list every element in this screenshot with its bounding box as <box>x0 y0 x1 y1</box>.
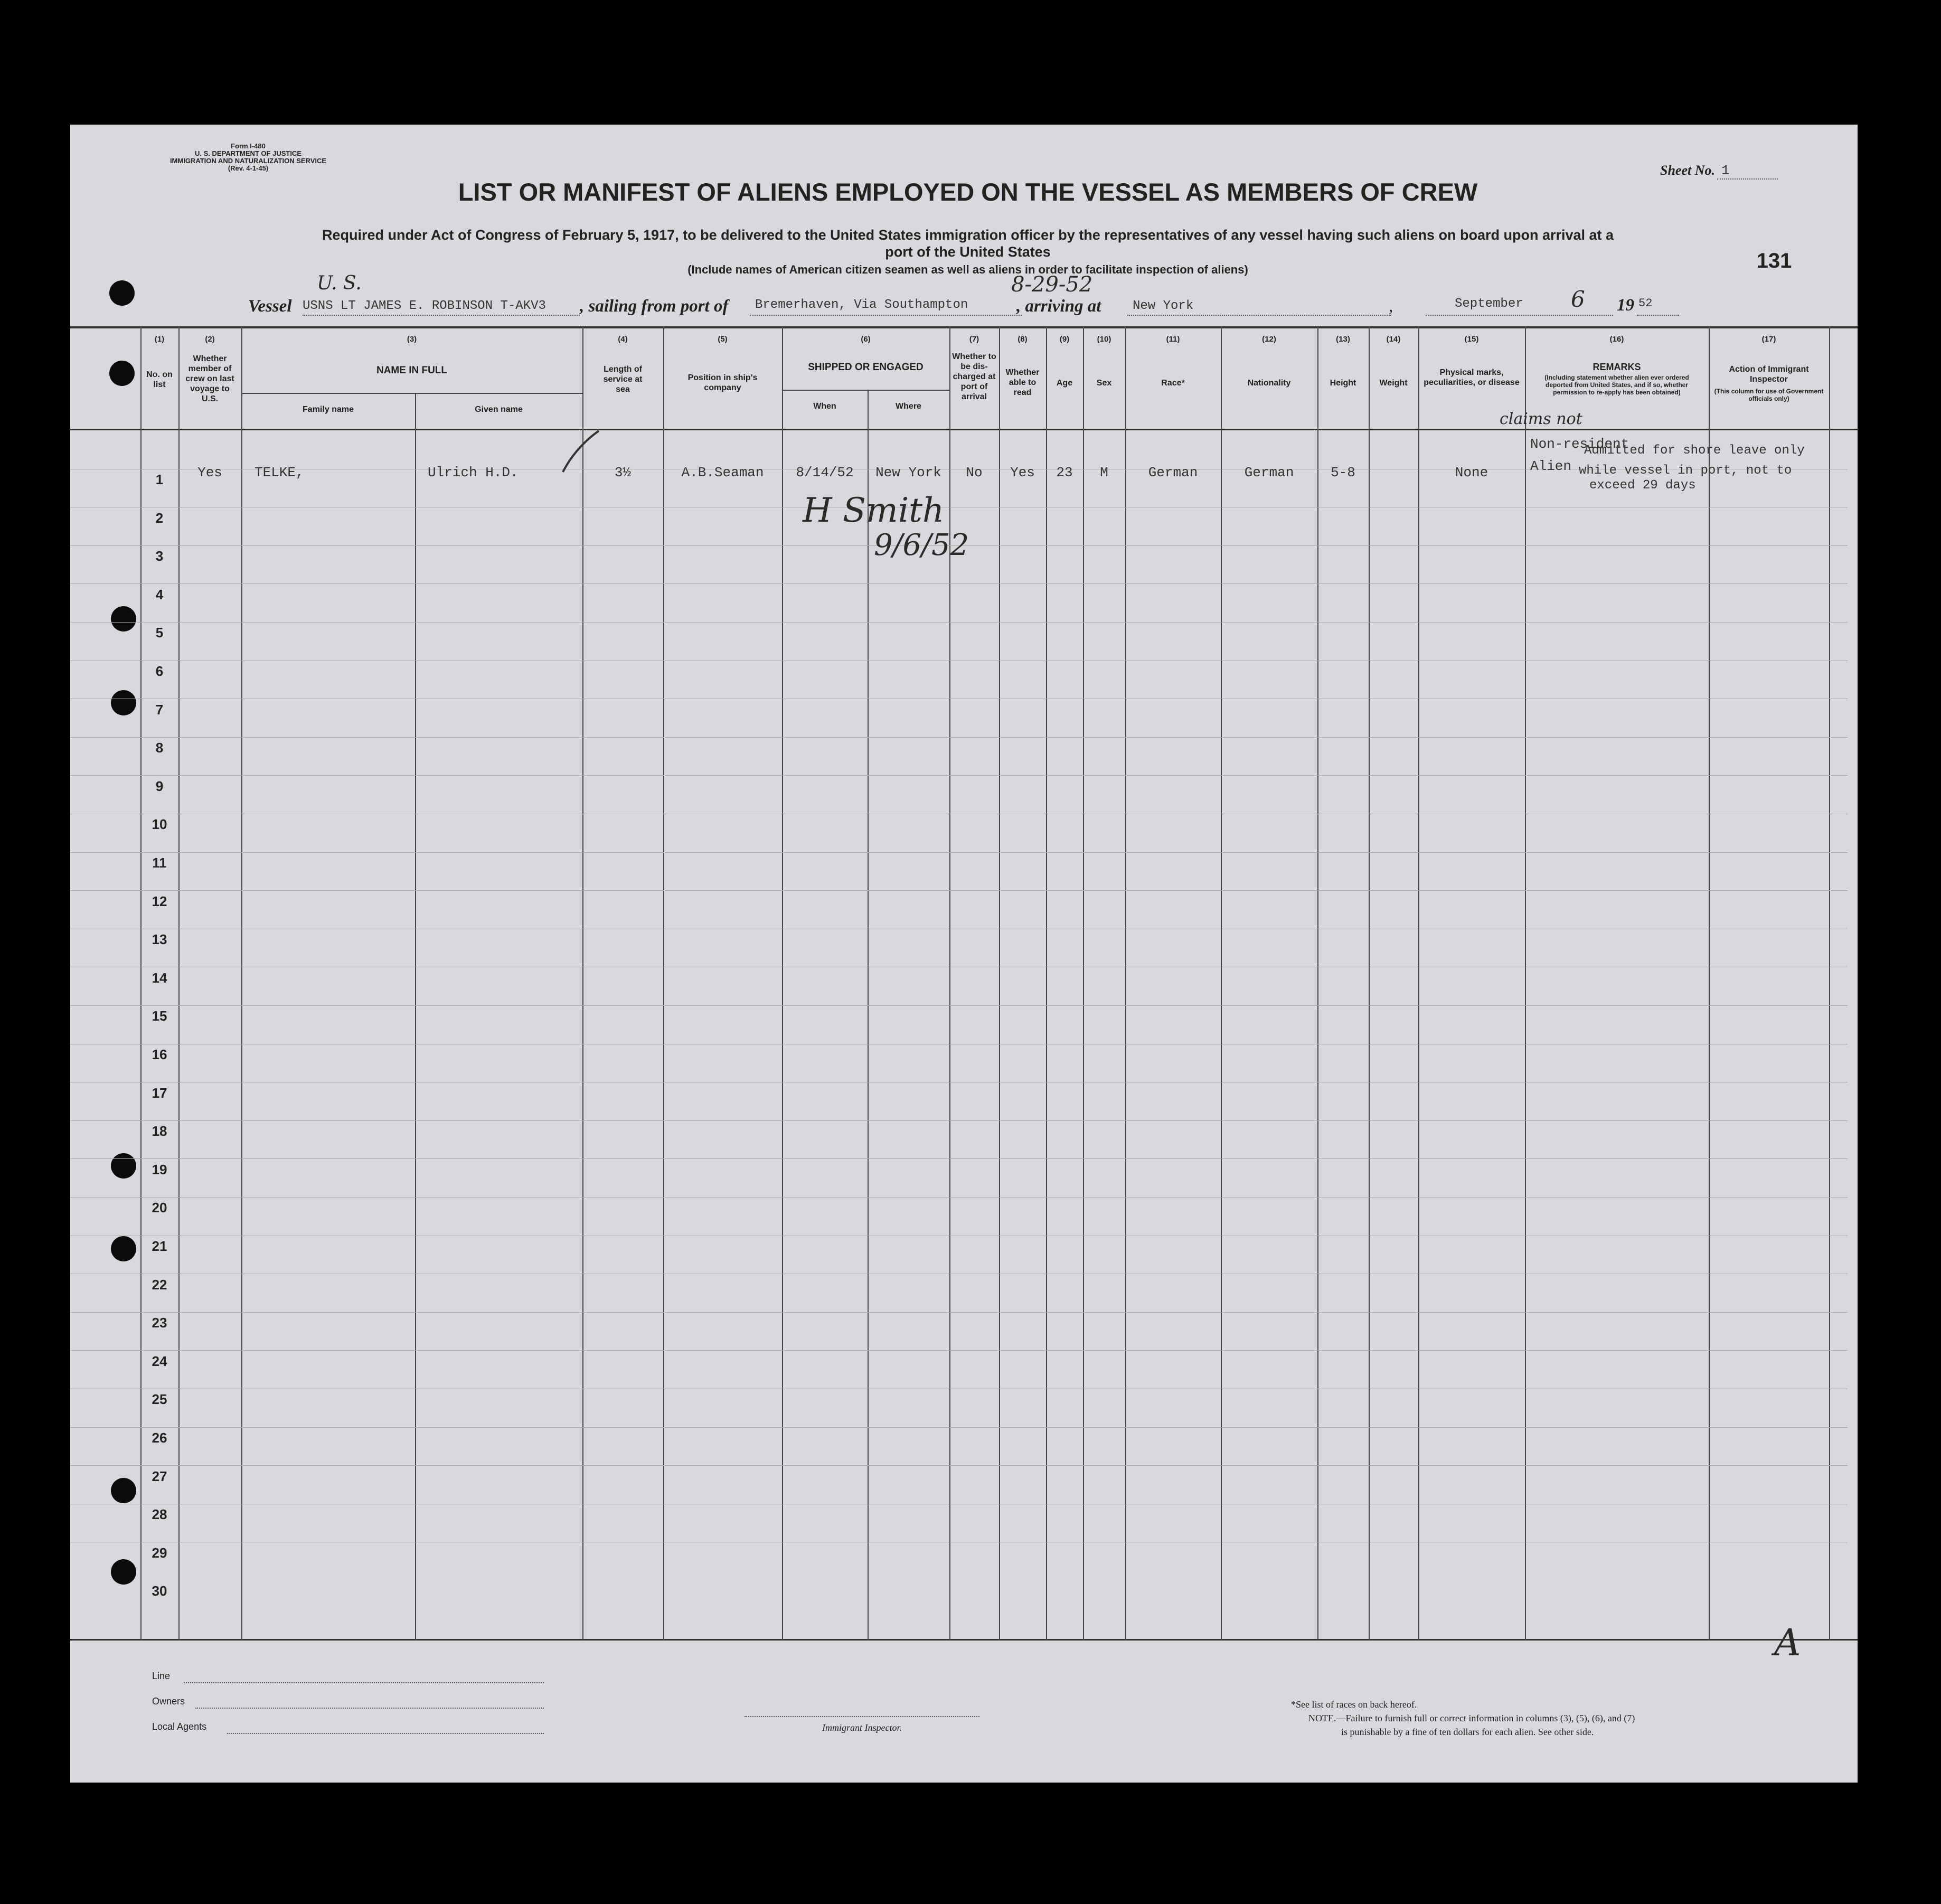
footer-line-field <box>184 1682 544 1683</box>
col-divider <box>1525 326 1526 1640</box>
action-line-1: Admitted for shore leave only <box>1584 444 1805 458</box>
row-number: 18 <box>152 1123 167 1139</box>
row-number: 25 <box>152 1391 167 1407</box>
form-number: Form I-480 <box>231 142 266 150</box>
port-from-line <box>750 315 1022 316</box>
header-action-sub: (This column for use of Government officials only) <box>1714 388 1824 402</box>
col-divider <box>782 326 783 1640</box>
header-last-voyage: Whether member of crew on last voyage to U.S. <box>185 354 234 403</box>
col-number-8: (8) <box>1017 335 1028 344</box>
header-nationality: Nationality <box>1247 379 1291 388</box>
header-race: Race* <box>1161 379 1185 388</box>
col-number-3: (3) <box>407 335 417 344</box>
footer-agents-field <box>227 1733 544 1734</box>
vessel-hand-note: U. S. <box>317 272 362 294</box>
header-action-inspector: Action of Immigrant Inspector <box>1729 365 1809 384</box>
row-number: 11 <box>152 855 167 871</box>
subtitle-port: port of the United States <box>885 244 1051 260</box>
col-number-15: (15) <box>1464 335 1479 344</box>
header-no-on-list: No. on list <box>146 370 173 389</box>
row-number: 16 <box>152 1047 167 1062</box>
entry-able-to-read: Yes <box>1010 465 1035 480</box>
sailing-date-hand: 8-29-52 <box>1011 272 1093 297</box>
col-divider <box>1709 326 1710 1640</box>
entry-race: German <box>1148 465 1198 480</box>
vessel-name: USNS LT JAMES E. ROBINSON T-AKV3 <box>303 299 546 313</box>
sheet-number-label: Sheet No. <box>1660 163 1715 178</box>
entry-when: 8/14/52 <box>796 465 854 480</box>
header-remarks: REMARKS <box>1593 362 1641 372</box>
row-rule <box>70 1350 1848 1351</box>
punch-hole <box>109 280 135 306</box>
page-title: LIST OR MANIFEST OF ALIENS EMPLOYED ON THE VESSEL AS MEMBERS OF CREW <box>458 178 1478 206</box>
footer-line-label: Line <box>152 1671 171 1681</box>
revision: (Rev. 4-1-45) <box>228 164 269 172</box>
col-divider <box>1369 326 1370 1640</box>
row-rule <box>70 775 1848 776</box>
row-number: 21 <box>152 1238 167 1254</box>
corner-initial: A <box>1774 1621 1801 1664</box>
row-rule <box>70 1465 1848 1466</box>
action-line-3: exceed 29 days <box>1589 478 1696 493</box>
year-prefix: 19 <box>1617 296 1634 315</box>
header-remarks-sub: (Including statement whether alien ever ordered deported from United States, and if so, whether permission to re-apply has been obtained) <box>1544 374 1689 396</box>
col-number-12: (12) <box>1262 335 1276 344</box>
inspector-signature: H Smith <box>803 491 945 530</box>
row-number: 7 <box>155 702 164 718</box>
row-rule <box>70 1427 1848 1428</box>
row-rule <box>70 1312 1848 1313</box>
arrival-day: 6 <box>1571 286 1585 312</box>
form-id-block <box>158 143 338 172</box>
col-number-6: (6) <box>861 335 871 344</box>
col-number-16: (16) <box>1609 335 1624 344</box>
row-rule <box>70 1005 1848 1006</box>
name-subheader-line <box>241 393 582 394</box>
entry-marks: None <box>1455 465 1488 480</box>
row-number: 26 <box>152 1430 167 1446</box>
row-number: 5 <box>155 625 164 640</box>
action-line-2: while vessel in port, not to <box>1579 464 1792 478</box>
punch-hole <box>111 690 136 715</box>
footer-races-note: *See list of races on back hereof. <box>1291 1699 1417 1710</box>
footer-agents-label: Local Agents <box>152 1721 207 1732</box>
service-name: IMMIGRATION AND NATURALIZATION SERVICE <box>169 157 327 165</box>
col-number-11: (11) <box>1166 335 1180 344</box>
arrival-month: September <box>1455 297 1523 311</box>
col-divider <box>868 390 869 1640</box>
row-rule <box>70 1197 1848 1198</box>
row-number: 23 <box>152 1315 167 1331</box>
row-number: 29 <box>152 1545 167 1561</box>
col-number-4: (4) <box>618 335 628 344</box>
footer-inspector-label: Immigrant Inspector. <box>822 1722 902 1733</box>
row-rule <box>70 1120 1848 1121</box>
year-line <box>1637 315 1679 316</box>
row-number: 17 <box>152 1085 167 1101</box>
row-rule <box>70 622 1848 623</box>
header-physical-marks: Physical marks, peculiarities, or disease <box>1424 368 1520 387</box>
port-from: Bremerhaven, Via Southampton <box>755 298 968 312</box>
header-able-to-read: Whether able to read <box>1005 368 1040 397</box>
entry-discharged: No <box>966 465 983 480</box>
sailing-label: , sailing from port of <box>580 297 729 316</box>
department: U. S. DEPARTMENT OF JUSTICE <box>195 149 301 157</box>
entry-given-name: Ulrich H.D. <box>428 465 519 480</box>
entry-family-name: TELKE, <box>255 465 304 480</box>
header-position: Position in ship's company <box>687 373 758 392</box>
col-divider <box>178 326 180 1640</box>
entry-nationality: German <box>1244 465 1294 480</box>
footer-note-2: is punishable by a fine of ten dollars for each alien. See other side. <box>1341 1727 1594 1737</box>
vessel-label: Vessel <box>248 297 292 316</box>
header-weight: Weight <box>1379 379 1408 388</box>
col-divider <box>1046 326 1047 1640</box>
col-number-1: (1) <box>154 335 165 344</box>
entry-service-length: 3½ <box>614 465 632 480</box>
row-number: 24 <box>152 1353 167 1369</box>
header-age: Age <box>1056 379 1073 388</box>
punch-hole <box>111 1559 136 1585</box>
row-number: 15 <box>152 1008 167 1024</box>
row-number: 8 <box>155 740 164 756</box>
row-number: 27 <box>152 1468 167 1484</box>
row-number: 28 <box>152 1506 167 1522</box>
col-number-2: (2) <box>205 335 215 344</box>
col-divider <box>415 393 416 1640</box>
col-divider <box>1221 326 1222 1640</box>
header-bottom-border <box>70 429 1858 430</box>
entry-sex: M <box>1100 465 1108 480</box>
year-suffix: 52 <box>1638 297 1653 310</box>
row-number: 1 <box>155 472 164 487</box>
header-sex: Sex <box>1096 379 1112 388</box>
col-number-9: (9) <box>1059 335 1070 344</box>
header-shipped-engaged: SHIPPED OR ENGAGED <box>808 362 924 373</box>
col-number-7: (7) <box>969 335 979 344</box>
port-to-line <box>1127 315 1391 316</box>
col-divider <box>1317 326 1318 1640</box>
signature-date: 9/6/52 <box>874 528 969 562</box>
col-number-17: (17) <box>1761 335 1776 344</box>
col-divider <box>1125 326 1126 1640</box>
header-name-in-full: NAME IN FULL <box>376 365 448 376</box>
entry-height: 5-8 <box>1331 465 1355 480</box>
subtitle-include: (Include names of American citizen seamen as well as aliens in order to facilitate inspection of aliens) <box>687 263 1248 276</box>
row-number: 6 <box>155 663 164 679</box>
row-number: 2 <box>155 510 164 526</box>
row-rule <box>70 737 1848 738</box>
col-number-14: (14) <box>1386 335 1401 344</box>
header-given-name: Given name <box>475 405 523 414</box>
inspector-signature-line <box>745 1716 979 1717</box>
subtitle-act: Required under Act of Congress of February 5, 1917, to be delivered to the United States immigration officer by the representatives of any vessel having such aliens on board upon arrival at a <box>322 227 1614 243</box>
comma: , <box>1389 297 1393 316</box>
header-discharged: Whether to be dis-charged at port of arrival <box>952 352 996 401</box>
entry-position: A.B.Seaman <box>681 465 764 480</box>
row-number: 20 <box>152 1200 167 1215</box>
row-number: 19 <box>152 1162 167 1177</box>
row-number: 14 <box>152 970 167 986</box>
date-line <box>1426 315 1613 316</box>
col-number-10: (10) <box>1097 335 1111 344</box>
row-number: 3 <box>155 548 164 564</box>
entry-age: 23 <box>1056 465 1073 480</box>
punch-hole <box>111 1153 136 1179</box>
row-rule <box>70 852 1848 853</box>
page-number: 131 <box>1756 249 1792 272</box>
col-number-5: (5) <box>718 335 728 344</box>
remarks-line-2: Alien <box>1530 458 1572 474</box>
col-divider <box>241 326 242 1640</box>
col-divider <box>1418 326 1419 1640</box>
punch-hole <box>111 1236 136 1261</box>
row-rule <box>70 583 1848 584</box>
remarks-line-1: Non-resident <box>1530 436 1629 452</box>
header-length-of-service: Length of service at sea <box>603 365 643 394</box>
footer-owners-label: Owners <box>152 1696 185 1707</box>
shipped-subheader-line <box>782 390 949 391</box>
punch-hole <box>109 361 135 386</box>
row-number: 4 <box>155 587 164 602</box>
sheet-number: 1 <box>1721 163 1730 178</box>
footer-note-1: NOTE.—Failure to furnish full or correct information in columns (3), (5), (6), and (7) <box>1308 1713 1635 1723</box>
row-rule <box>70 890 1848 891</box>
row-number: 13 <box>152 931 167 947</box>
row-number: 30 <box>152 1583 167 1599</box>
col-divider <box>663 326 664 1640</box>
arriving-label: , arriving at <box>1016 297 1101 316</box>
header-where: Where <box>896 402 921 411</box>
header-family-name: Family name <box>303 405 354 414</box>
col-divider <box>949 326 950 1640</box>
col-divider <box>999 326 1000 1640</box>
col-divider <box>1083 326 1084 1640</box>
row-number: 22 <box>152 1277 167 1293</box>
footer-owners-field <box>195 1708 544 1709</box>
port-to: New York <box>1133 299 1194 313</box>
row-number: 10 <box>152 816 167 832</box>
entry-where: New York <box>875 465 941 480</box>
entry-last-voyage: Yes <box>197 465 222 480</box>
vessel-name-line <box>303 315 580 316</box>
col-divider <box>582 326 583 1640</box>
row-rule <box>70 1158 1848 1159</box>
header-when: When <box>813 402 836 411</box>
check-mark-icon <box>560 428 602 475</box>
header-height: Height <box>1330 379 1356 388</box>
col-number-13: (13) <box>1336 335 1350 344</box>
table-bottom-border <box>70 1639 1858 1641</box>
punch-hole <box>111 606 136 631</box>
table-top-border <box>70 326 1858 328</box>
row-number: 9 <box>155 778 164 794</box>
row-number: 12 <box>152 893 167 909</box>
remarks-hand-note: claims not <box>1500 410 1582 428</box>
col-divider <box>1829 326 1830 1640</box>
punch-hole <box>111 1478 136 1503</box>
